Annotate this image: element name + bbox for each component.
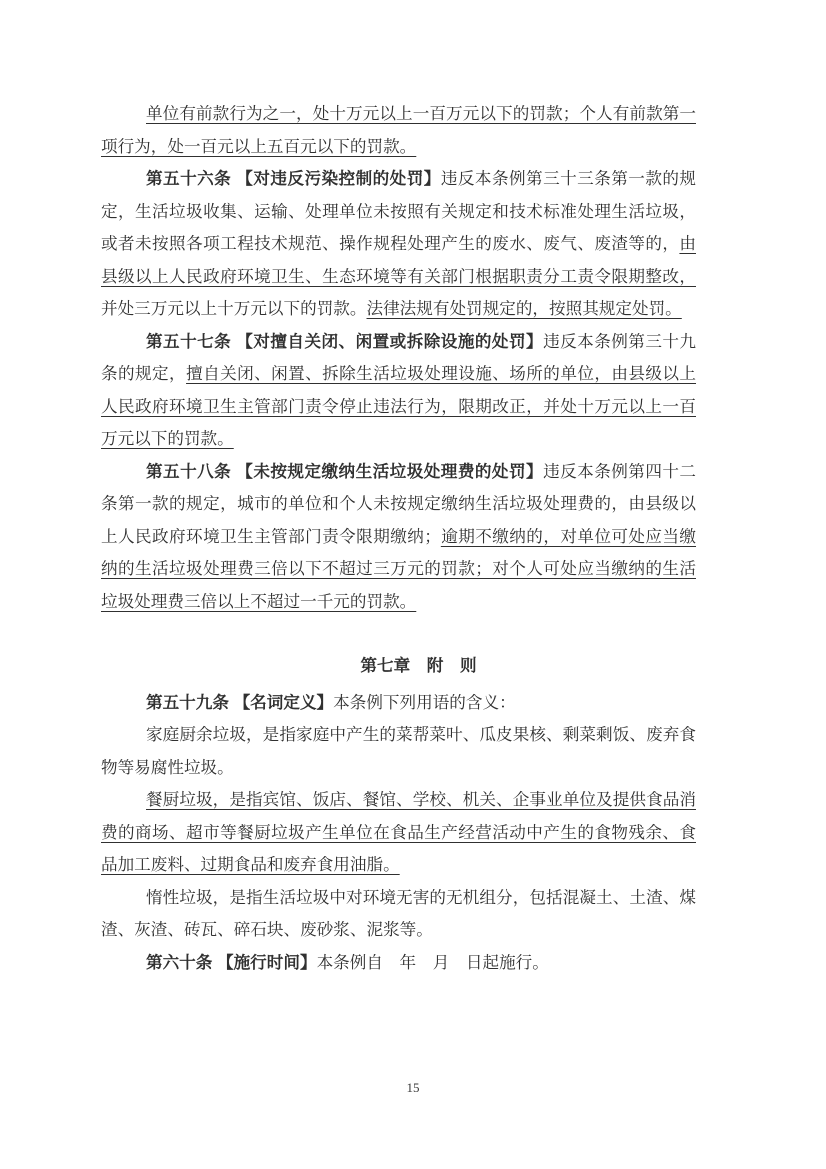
- text-segment: 惰性垃圾，是指生活垃圾中对环境无害的无机组分，包括混凝土、土渣、煤渣、灰渣、砖瓦、碎石块、废砂浆、泥浆等。: [101, 887, 696, 939]
- underlined-text-segment: 擅自关闭、闲置、拆除生活垃圾处理设施、场所的单位，由县级以上人民政府环境卫生主管部门责令停止违法行为，限期改正，并处十万元以上一百万元以下的罚款。: [101, 364, 697, 448]
- document-paragraph: [101, 163, 696, 326]
- underlined-text-segment: 逾期不缴纳的，对单位可处应当缴纳的生活垃圾处理费三倍以下不超过三万元的罚款；对个人可处应当缴纳的生活垃圾处理费三倍以上不超过一千元的罚款。: [101, 526, 697, 611]
- article-title-segment: 第七章 附 则: [360, 656, 477, 675]
- underlined-text-segment: 单位有前款行为之一，处十万元以上一百万元以下的罚款；个人有前款第一项行为，处一百元以上五百元以下的罚款。: [101, 104, 696, 156]
- document-paragraph: [101, 784, 696, 882]
- document-paragraph: [101, 687, 696, 720]
- underlined-text-segment: 法律法规有处罚规定的，按照其规定处罚。: [366, 299, 682, 318]
- document-paragraph: [101, 326, 696, 456]
- article-title-segment: 第五十八条 【未按规定缴纳生活垃圾处理费的处罚】: [146, 461, 544, 481]
- page-number: 15: [406, 1080, 420, 1095]
- article-title-segment: 第六十条 【施行时间】: [146, 952, 317, 972]
- underlined-text-segment: 餐厨垃圾，是指宾馆、饭店、餐馆、学校、机关、企事业单位及提供食品消费的商场、超市等餐厨垃圾产生单位在食品生产经营活动中产生的食物残余、食品加工废料、过期食品和废弃食用油脂。: [101, 790, 696, 874]
- document-paragraph: [101, 456, 696, 619]
- document-body: [101, 98, 696, 979]
- text-segment: 违反本条例第三十三条第一款的规定，生活垃圾收集、运输、处理单位未按照有关规定和技术标准处理生活垃圾，或者未按照各项工程技术规范、操作规程处理产生的废水、废气、废渣等的，: [101, 169, 697, 253]
- underlined-text-segment: 由县级以上人民政府环境卫生、生态环境等有关部门根据职责分工责令限期整改，: [101, 234, 696, 286]
- chapter-heading: [101, 650, 696, 683]
- article-title-segment: 第五十九条 【名词定义】: [146, 692, 334, 712]
- text-segment: 本条例下列用语的含义：: [333, 692, 516, 712]
- text-segment: 本条例自 年 月 日起施行。: [316, 952, 549, 972]
- text-segment: 并处三万元以上十万元以下的罚款。: [101, 299, 367, 318]
- text-segment: 家庭厨余垃圾，是指家庭中产生的菜帮菜叶、瓜皮果核、剩菜剩饭、废弃食物等易腐性垃圾。: [101, 725, 696, 777]
- article-title-segment: 第五十六条 【对违反污染控制的处罚】: [146, 169, 441, 188]
- document-paragraph: [101, 98, 696, 163]
- document-paragraph: [101, 947, 696, 980]
- document-paragraph: [101, 719, 696, 784]
- text-segment: 违反本条例第四十二条第一款的规定，城市的单位和个人未按规定缴纳生活垃圾处理费的，由县级以上人民政府环境卫生主管部门责令限期缴纳；: [101, 461, 697, 546]
- document-paragraph: [101, 882, 696, 947]
- text-segment: 违反本条例第三十九条的规定，: [101, 331, 697, 383]
- article-title-segment: 第五十七条 【对擅自关闭、闲置或拆除设施的处罚】: [146, 331, 544, 351]
